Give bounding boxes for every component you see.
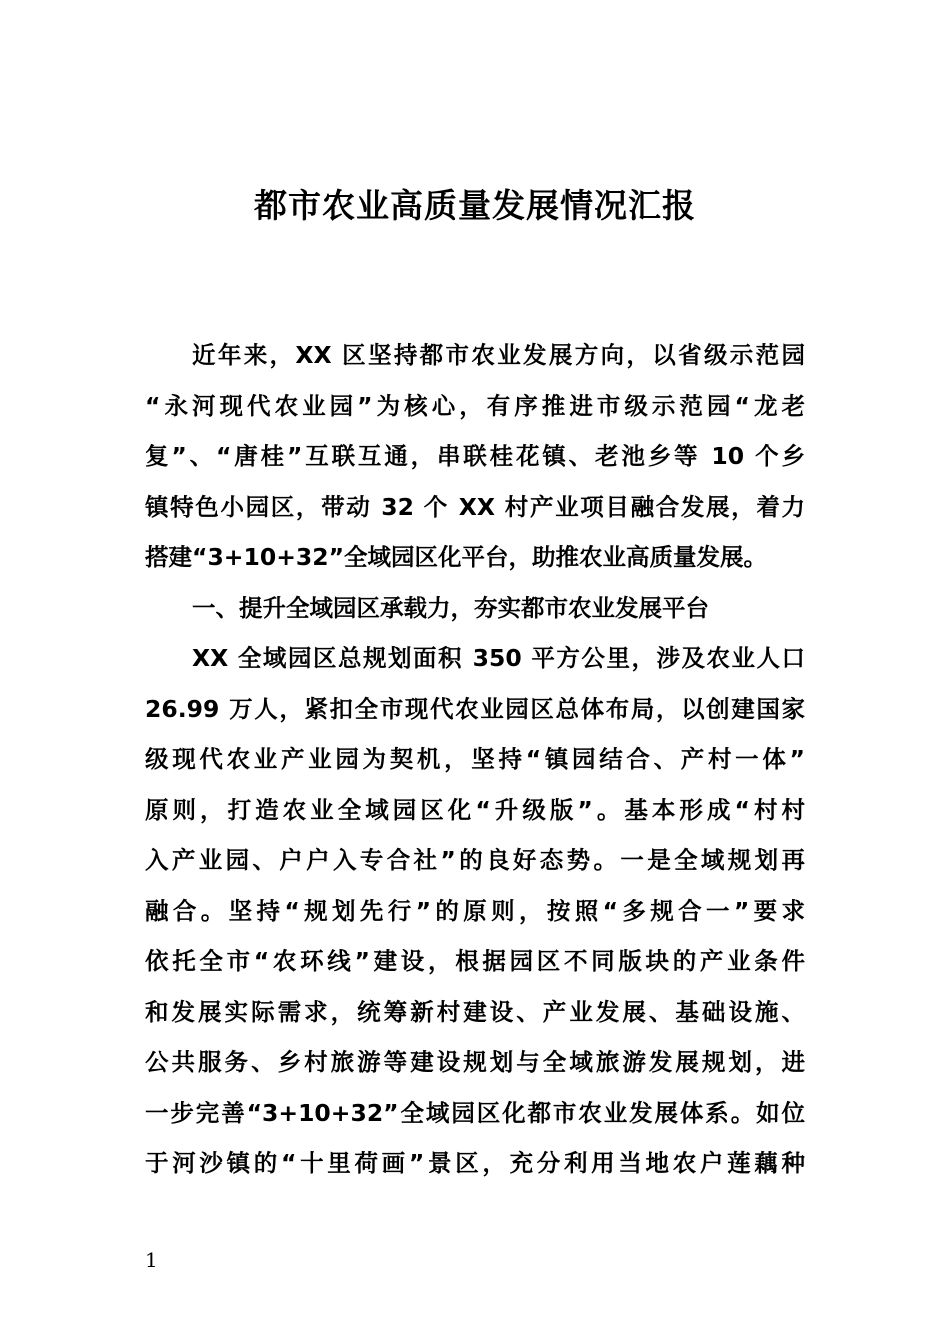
paragraph-line: 26.99 万人，紧扣全市现代农业园区总体布局，以创建国家 xyxy=(145,694,805,723)
page-number: 1 xyxy=(145,1248,158,1272)
paragraph-line: 依托全市“农环线”建设，根据园区不同版块的产业条件 xyxy=(145,947,805,975)
paragraph-line: “永河现代农业园”为核心，有序推进市级示范园“龙老 xyxy=(145,391,805,420)
section-heading: 一、提升全域园区承载力，夯实都市农业发展平台 xyxy=(192,593,709,622)
paragraph-line: 入产业园、户户入专合社”的良好态势。一是全域规划再 xyxy=(145,846,805,874)
document-body xyxy=(145,330,805,1189)
paragraph-line: 原则，打造农业全域园区化“升级版”。基本形成“村村 xyxy=(145,795,805,824)
paragraph-line: 镇特色小园区，带动 32 个 XX 村产业项目融合发展，着力 xyxy=(145,492,805,521)
paragraph-line: 于河沙镇的“十里荷画”景区，充分利用当地农户莲藕种 xyxy=(145,1149,805,1177)
paragraph-line: 近年来，XX 区坚持都市农业发展方向，以省级示范园 xyxy=(192,341,805,369)
paragraph-line: 公共服务、乡村旅游等建设规划与全域旅游发展规划，进 xyxy=(145,1048,805,1076)
paragraph-line: 级现代农业产业园为契机，坚持“镇园结合、产村一体” xyxy=(145,745,805,773)
paragraph-line: 复”、“唐桂”互联互通，串联桂花镇、老池乡等 10 个乡 xyxy=(145,442,805,470)
document-title: 都市农业高质量发展情况汇报 xyxy=(254,186,696,225)
paragraph-line: XX 全域园区总规划面积 350 平方公里，涉及农业人口 xyxy=(192,644,805,672)
paragraph-line: 一步完善“3+10+32”全域园区化都市农业发展体系。如位 xyxy=(145,1098,805,1127)
paragraph-line: 搭建“3+10+32”全域园区化平台，助推农业高质量发展。 xyxy=(145,543,768,571)
paragraph-line: 融合。坚持“规划先行”的原则，按照“多规合一”要求 xyxy=(145,896,805,925)
paragraph-line: 和发展实际需求，统筹新村建设、产业发展、基础设施、 xyxy=(145,997,805,1026)
